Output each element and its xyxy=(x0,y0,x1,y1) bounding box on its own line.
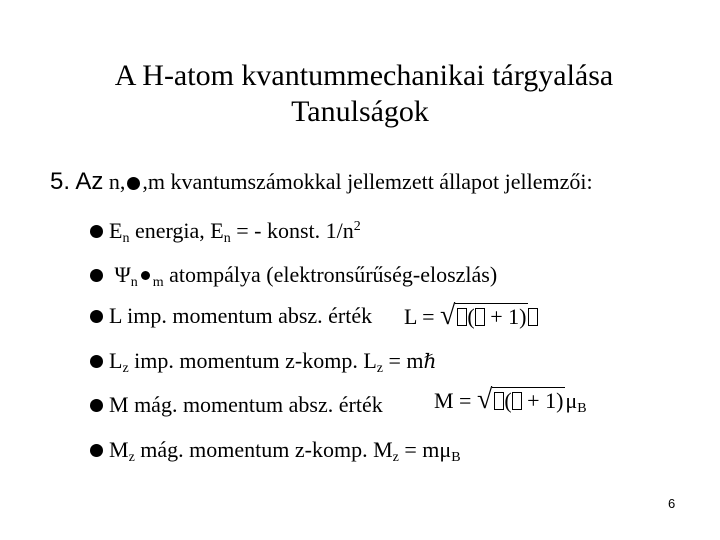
item-sub3: B xyxy=(451,450,461,465)
heading-text: kvantumszámokkal jellemzett állapot jellemzői: xyxy=(165,169,593,194)
item-text2: = - konst. 1/n xyxy=(230,218,354,243)
box-glyph-icon xyxy=(475,308,485,326)
heading-vars-a: n, xyxy=(103,169,126,194)
formula-M xyxy=(434,384,587,417)
list-item-angular-momentum xyxy=(90,303,372,329)
small-dot-icon xyxy=(141,271,150,280)
formula-M-lhs: M = xyxy=(434,388,472,413)
section-heading xyxy=(50,168,593,196)
item-sub2: z xyxy=(392,450,399,465)
item-text: energia, E xyxy=(129,218,224,243)
item-text: mág. momentum absz. érték xyxy=(128,392,383,417)
slide-title xyxy=(0,58,720,130)
item-text: imp. momentum z-komp. L xyxy=(128,348,377,373)
formula-L-lhs: L = xyxy=(404,304,435,329)
list-item-magnetic-moment xyxy=(90,392,383,418)
bullet-dot-icon xyxy=(90,444,103,457)
item-symbol: Ψ xyxy=(114,262,131,287)
sqrt-icon: √ ( + 1) xyxy=(476,384,564,415)
box-glyph-icon xyxy=(494,392,504,410)
item-sub: z xyxy=(122,361,129,376)
item-sub: n xyxy=(130,275,138,290)
bullet-dot-icon xyxy=(127,177,140,190)
item-sub2: n xyxy=(223,231,231,246)
item-symbol: M xyxy=(109,392,129,417)
item-symbol: E xyxy=(109,218,123,243)
formula-M-suffix: μ xyxy=(565,388,578,413)
box-glyph-icon xyxy=(512,392,522,410)
item-symbol: L xyxy=(109,303,122,328)
bullet-dot-icon xyxy=(90,225,103,238)
formula-M-inner: ( xyxy=(504,388,512,413)
item-sub: n xyxy=(122,231,130,246)
item-text: imp. momentum absz. érték xyxy=(121,303,373,328)
heading-vars-b: ,m xyxy=(142,169,165,194)
item-sub: z xyxy=(128,450,135,465)
item-symbol: M xyxy=(109,437,129,462)
item-sup: 2 xyxy=(353,219,361,234)
bullet-dot-icon xyxy=(90,269,103,282)
formula-L xyxy=(404,300,538,332)
item-sub2: z xyxy=(376,361,383,376)
item-text: atompálya (elektronsűrűség-eloszlás) xyxy=(163,262,498,287)
page-number: 6 xyxy=(668,496,676,511)
formula-M-inner2: + 1) xyxy=(521,388,564,413)
item-text2: = mμ xyxy=(398,437,452,462)
bullet-dot-icon xyxy=(90,399,103,412)
sqrt-icon: √ ( + 1) xyxy=(440,300,527,331)
item-text2: = m xyxy=(382,348,424,373)
bullet-dot-icon xyxy=(90,355,103,368)
item-symbol: L xyxy=(109,348,123,373)
list-item-magnetic-z xyxy=(90,437,461,466)
list-item-orbital xyxy=(90,262,497,291)
item-sub-b: m xyxy=(152,275,164,290)
item-text: mág. momentum z-komp. M xyxy=(134,437,393,462)
list-item-energy xyxy=(90,218,361,247)
heading-lead: 5. Az xyxy=(50,168,104,195)
title-line-1: A H-atom kvantummechanikai tárgyalása xyxy=(114,59,614,92)
list-item-angular-z xyxy=(90,348,436,377)
formula-L-inner: ( xyxy=(467,304,475,329)
title-line-2: Tanulságok xyxy=(291,95,429,128)
formula-M-sub: B xyxy=(577,401,587,416)
hbar-icon: ℏ xyxy=(423,351,437,373)
bullet-dot-icon xyxy=(90,310,103,323)
box-glyph-icon xyxy=(528,308,538,326)
box-glyph-icon xyxy=(457,308,467,326)
formula-L-inner2: + 1) xyxy=(484,304,527,329)
